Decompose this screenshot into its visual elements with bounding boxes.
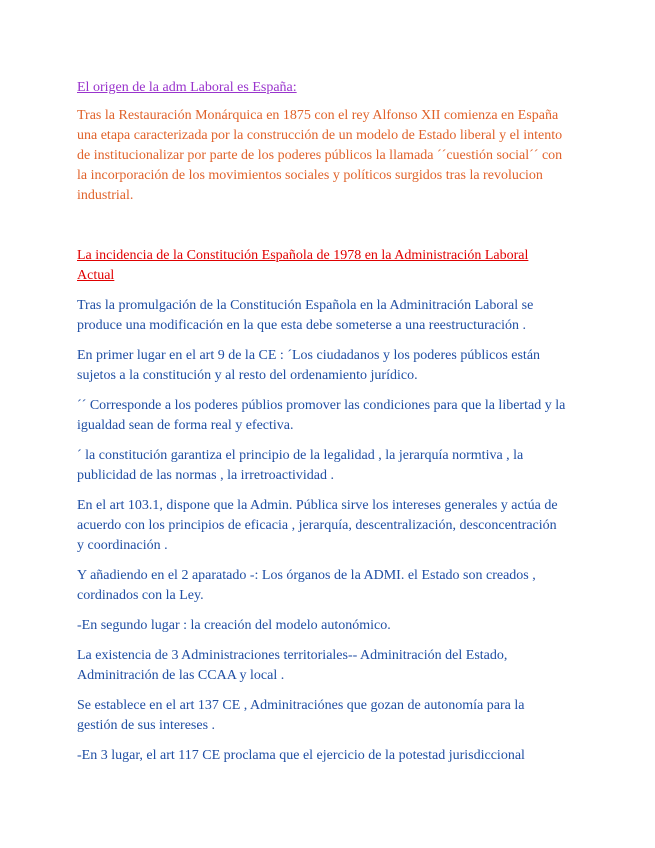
paragraph-poderes-publicos: ´´ Corresponde a los poderes públios promover las condiciones para que la libertad y la igualdad sean de forma real y efectiva. [77, 398, 566, 433]
paragraph-segundo-lugar: -En segundo lugar : la creación del modelo autonómico. [77, 618, 391, 633]
paragraph-apartado2: Y añadiendo en el 2 aparatado -: Los órganos de la ADMI. el Estado son creados , cordinados con la Ley. [77, 568, 536, 603]
document-page [77, 78, 567, 766]
paragraph-promulgacion: Tras la promulgación de la Constitución Española en la Adminitración Laboral se produce una modificación en la que esta debe someterse a una reestructuración . [77, 298, 534, 333]
paragraph-art117: -En 3 lugar, el art 117 CE proclama que el ejercicio de la potestad jurisdiccional [77, 748, 525, 763]
section-heading-origin: El origen de la adm Laboral es España: [77, 80, 297, 95]
paragraph-art9: En primer lugar en el art 9 de la CE : ´Los ciudadanos y los poderes públicos están sujetos a la constitución y al resto del ordenamiento jurídico. [77, 348, 541, 383]
paragraph-administraciones: La existencia de 3 Administraciones territoriales-- Adminitración del Estado, Adminitración de las CCAA y local . [77, 648, 508, 683]
paragraph-art103: En el art 103.1, dispone que la Admin. Pública sirve los intereses generales y actúa de acuerdo con los principios de eficacia , jerarquía, descentralización, desconcentración y coordinación . [77, 498, 558, 553]
section-heading-constitution: La incidencia de la Constitución Española de 1978 en la Administración Laboral Actual [77, 248, 529, 283]
paragraph-art137: Se establece en el art 137 CE , Adminitraciónes que gozan de autonomía para la gestión de sus intereses . [77, 698, 525, 733]
paragraph-legalidad: ´ la constitución garantiza el principio de la legalidad , la jerarquía normtiva , la publicidad de las normas , la irretroactividad . [77, 448, 524, 483]
paragraph-restauracion: Tras la Restauración Monárquica en 1875 con el rey Alfonso XII comienza en España una etapa caracterizada por la construcción de un modelo de Estado liberal y el intento de institucionalizar por parte de los poderes públicos la llamada ´´cuestión social´´ con la incorporación de los movimientos sociales y políticos surgidos tras la revolucion industrial. [77, 108, 563, 203]
